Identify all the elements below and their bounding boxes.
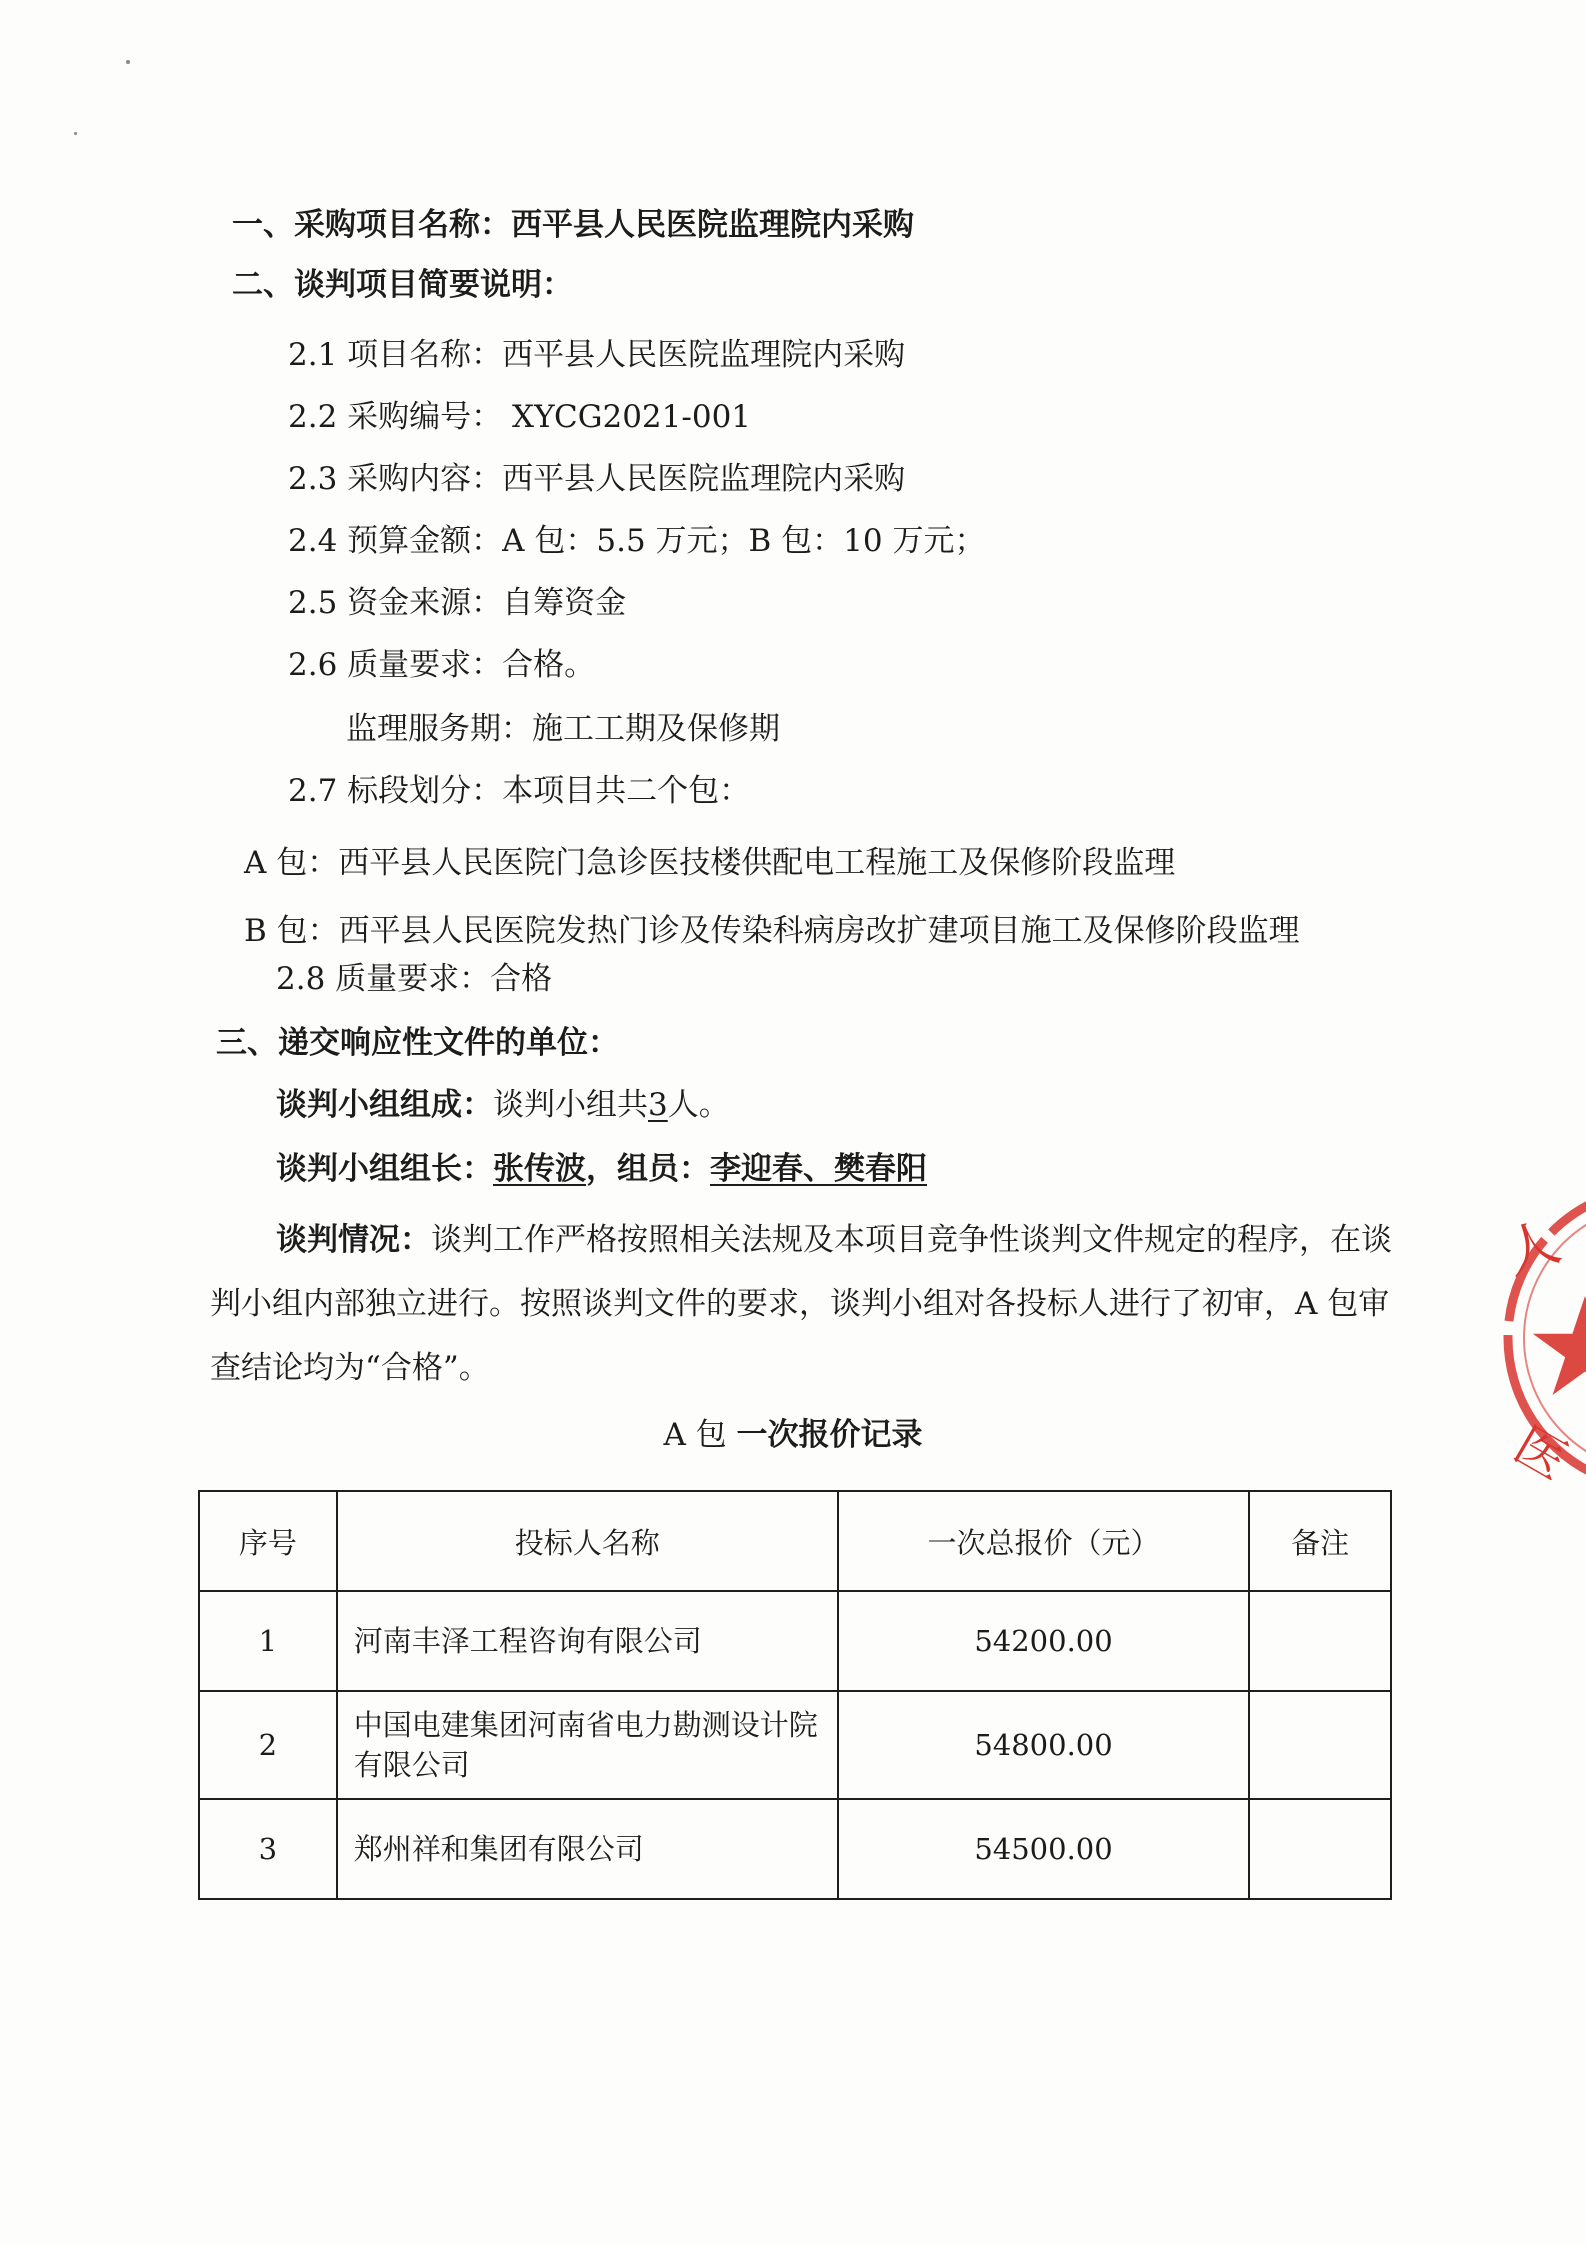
scan-speck <box>126 60 130 64</box>
project-name: 西平县人民医院监理院内采购 <box>511 207 914 243</box>
section-2-label: 二、谈判项目简要说明： <box>232 267 573 303</box>
row-note <box>1249 1691 1391 1799</box>
package-b: B 包：西平县人民医院发热门诊及传染科病房改扩建项目施工及保修阶段监理 <box>244 913 1300 949</box>
leader-name: 张传波 <box>493 1151 586 1187</box>
header-bidder: 投标人名称 <box>337 1491 838 1591</box>
table-row <box>199 1799 1391 1899</box>
header-no: 序号 <box>199 1491 337 1591</box>
table-title-package: A 包 <box>663 1417 737 1453</box>
panel-size: 3 <box>648 1087 668 1123</box>
composition-post: 人。 <box>667 1087 730 1123</box>
composition-pre: 谈判小组共 <box>493 1087 648 1123</box>
row-price: 54200.00 <box>838 1591 1249 1691</box>
members-label: ，组员： <box>586 1151 710 1187</box>
table-title-text: 一次报价记录 <box>736 1417 923 1453</box>
row-bidder: 中国电建集团河南省电力勘测设计院有限公司 <box>337 1691 838 1799</box>
row-no: 1 <box>199 1591 337 1691</box>
table-row <box>199 1691 1391 1799</box>
item-2-1: 2.1 项目名称：西平县人民医院监理院内采购 <box>288 337 906 373</box>
official-seal-stamp <box>1488 1168 1586 1508</box>
item-2-5: 2.5 资金来源：自筹资金 <box>288 585 627 621</box>
item-2-3: 2.3 采购内容：西平县人民医院监理院内采购 <box>288 461 906 497</box>
row-price: 54500.00 <box>838 1799 1249 1899</box>
section-3-heading <box>216 1022 619 1064</box>
section-2-heading <box>232 264 573 306</box>
situation-paragraph <box>210 1208 1392 1400</box>
row-bidder: 郑州祥和集团有限公司 <box>337 1799 838 1899</box>
header-price: 一次总报价（元） <box>838 1491 1249 1591</box>
section-3-label: 三、递交响应性文件的单位： <box>216 1025 619 1061</box>
quote-table <box>198 1490 1392 1900</box>
panel-composition <box>276 1084 730 1126</box>
situation-text: 谈判工作严格按照相关法规及本项目竞争性谈判文件规定的程序，在谈判小组内部独立进行。按照谈判文件的要求，谈判小组对各投标人进行了初审，A 包审查结论均为“合格”。 <box>210 1222 1392 1386</box>
table-row <box>199 1591 1391 1691</box>
situation-label: 谈判情况： <box>276 1222 431 1258</box>
service-period: 监理服务期：施工工期及保修期 <box>346 711 780 747</box>
item-2-4: 2.4 预算金额：A 包：5.5 万元；B 包：10 万元； <box>288 523 986 559</box>
package-a: A 包：西平县人民医院门急诊医技楼供配电工程施工及保修阶段监理 <box>244 845 1176 881</box>
row-no: 2 <box>199 1691 337 1799</box>
row-note <box>1249 1799 1391 1899</box>
members-names: 李迎春、樊春阳 <box>710 1151 927 1187</box>
row-price: 54800.00 <box>838 1691 1249 1799</box>
panel-leader-line <box>276 1148 927 1190</box>
section-1-heading <box>232 204 914 246</box>
leader-label: 谈判小组组长： <box>276 1151 493 1187</box>
item-2-7: 2.7 标段划分：本项目共二个包： <box>288 773 751 809</box>
item-2-6: 2.6 质量要求：合格。 <box>288 647 596 683</box>
item-2-2: 2.2 采购编号： XYCG2021-001 <box>288 399 752 435</box>
item-2-8: 2.8 质量要求：合格 <box>276 961 553 997</box>
composition-label: 谈判小组组成： <box>276 1087 493 1123</box>
section-1-label: 一、采购项目名称： <box>232 207 511 243</box>
table-title <box>0 1414 1586 1456</box>
row-no: 3 <box>199 1799 337 1899</box>
seal-char-2: 医 <box>1504 1415 1577 1491</box>
seal-char-1: 人 <box>1496 1209 1568 1287</box>
row-note <box>1249 1591 1391 1691</box>
table-header-row <box>199 1491 1391 1591</box>
scan-speck <box>74 132 77 135</box>
row-bidder: 河南丰泽工程咨询有限公司 <box>337 1591 838 1691</box>
header-note: 备注 <box>1249 1491 1391 1591</box>
